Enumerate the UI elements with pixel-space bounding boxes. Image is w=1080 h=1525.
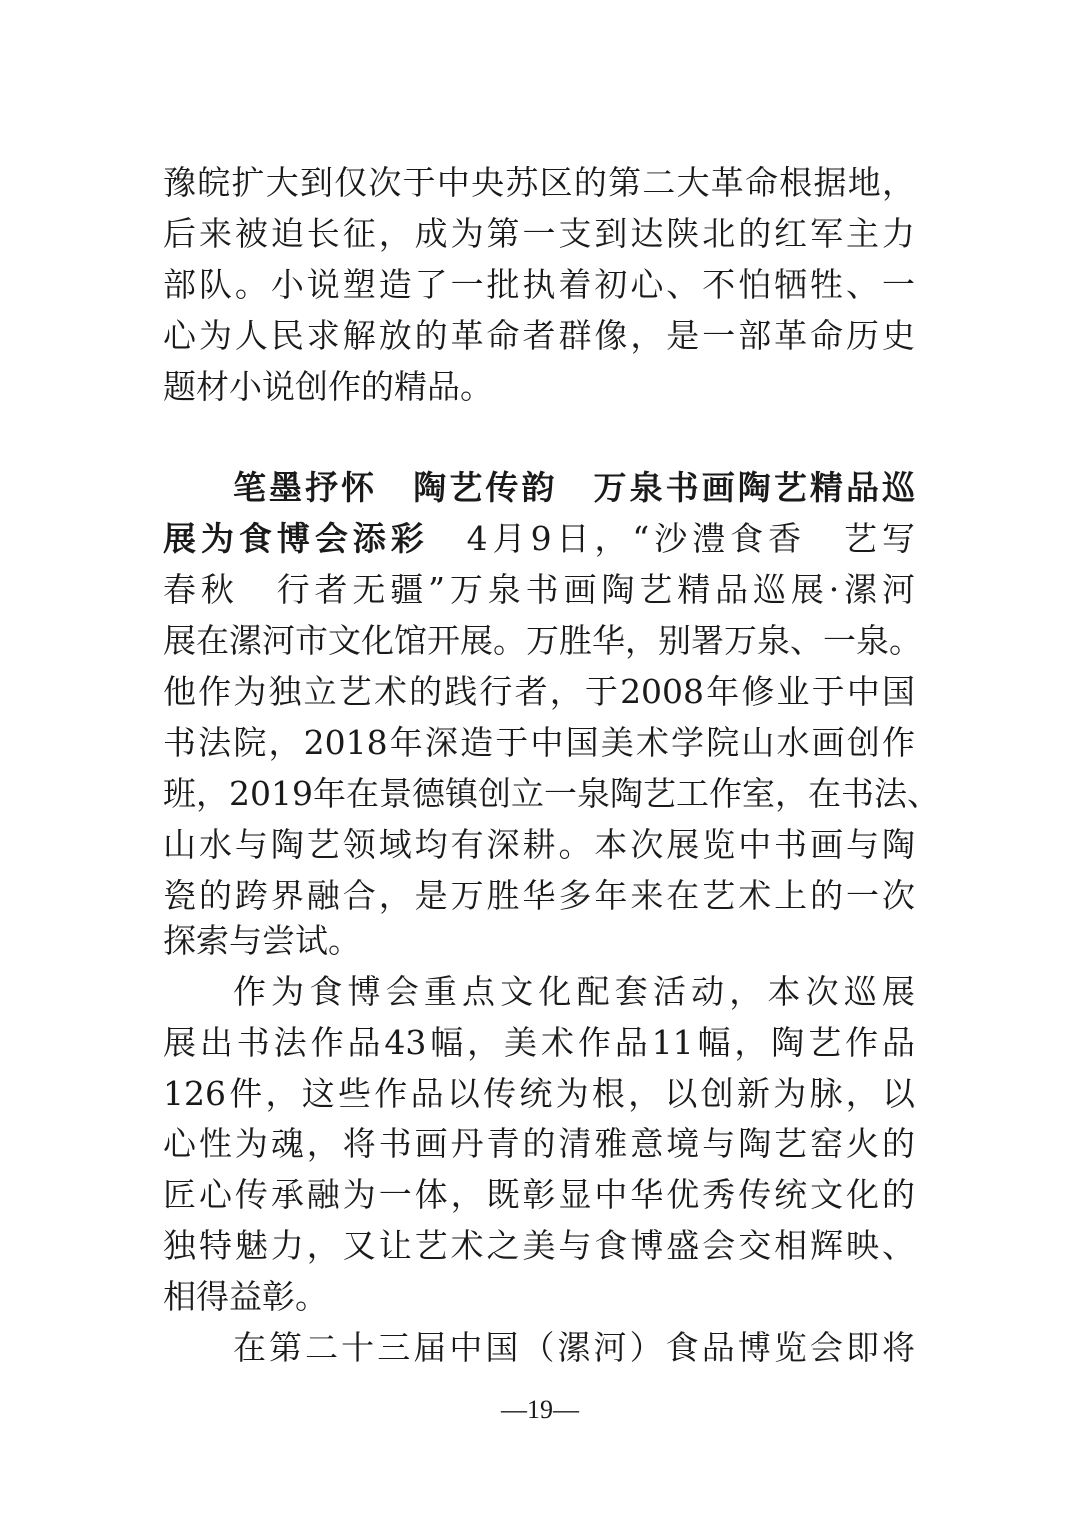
text-line: 在第二十三届中国（漯河）食品博览会即将 — [233, 1328, 915, 1367]
text-line: 后来被迫长征，成为第一支到达陕北的红军主力 — [163, 214, 915, 253]
section-heading-tail: 展为食博会添彩 — [163, 519, 429, 558]
text-line: 匠心传承融为一体，既彰显中华优秀传统文化的 — [163, 1175, 915, 1214]
text-line: 126件，这些作品以传统为根，以创新为脉，以 — [163, 1074, 915, 1113]
text-line: 山水与陶艺领域均有深耕。本次展览中书画与陶 — [163, 825, 915, 864]
text-line: 探索与尝试。 — [163, 921, 361, 960]
section-heading-line-2 — [163, 513, 915, 565]
text-line: 春秋 行者无疆”万泉书画陶艺精品巡展·漯河 — [163, 570, 915, 609]
text-line: 相得益彰。 — [163, 1277, 328, 1316]
section-heading: 笔墨抒怀 陶艺传韵 万泉书画陶艺精品巡 — [233, 468, 915, 507]
text-line: 心性为魂，将书画丹青的清雅意境与陶艺窑火的 — [163, 1124, 915, 1163]
text-line: 瓷的跨界融合，是万胜华多年来在艺术上的一次 — [163, 876, 915, 915]
text-line: 题材小说创作的精品。 — [163, 367, 493, 406]
text-line: 豫皖扩大到仅次于中央苏区的第二大革命根据地， — [163, 163, 915, 202]
text-line: 作为食博会重点文化配套活动，本次巡展 — [233, 972, 915, 1011]
text-line: 独特魅力，又让艺术之美与食博盛会交相辉映、 — [163, 1226, 915, 1265]
text-line: 心为人民求解放的革命者群像，是一部革命历史 — [163, 316, 915, 355]
text-line: 部队。小说塑造了一批执着初心、不怕牺牲、一 — [163, 265, 915, 304]
text-line: 展出书法作品43幅，美术作品11幅，陶艺作品 — [163, 1023, 915, 1062]
page-number: —19— — [501, 1395, 579, 1424]
text-line: 书法院，2018年深造于中国美术学院山水画创作 — [163, 723, 915, 762]
text-line: 他作为独立艺术的践行者，于2008年修业于中国 — [163, 672, 915, 711]
text-segment: 4月9日，“沙澧食香 艺写 — [428, 519, 915, 558]
text-line: 班，2019年在景德镇创立一泉陶艺工作室，在书法、 — [163, 774, 940, 813]
text-line: 展在漯河市文化馆开展。万胜华，别署万泉、一泉。 — [163, 621, 922, 660]
